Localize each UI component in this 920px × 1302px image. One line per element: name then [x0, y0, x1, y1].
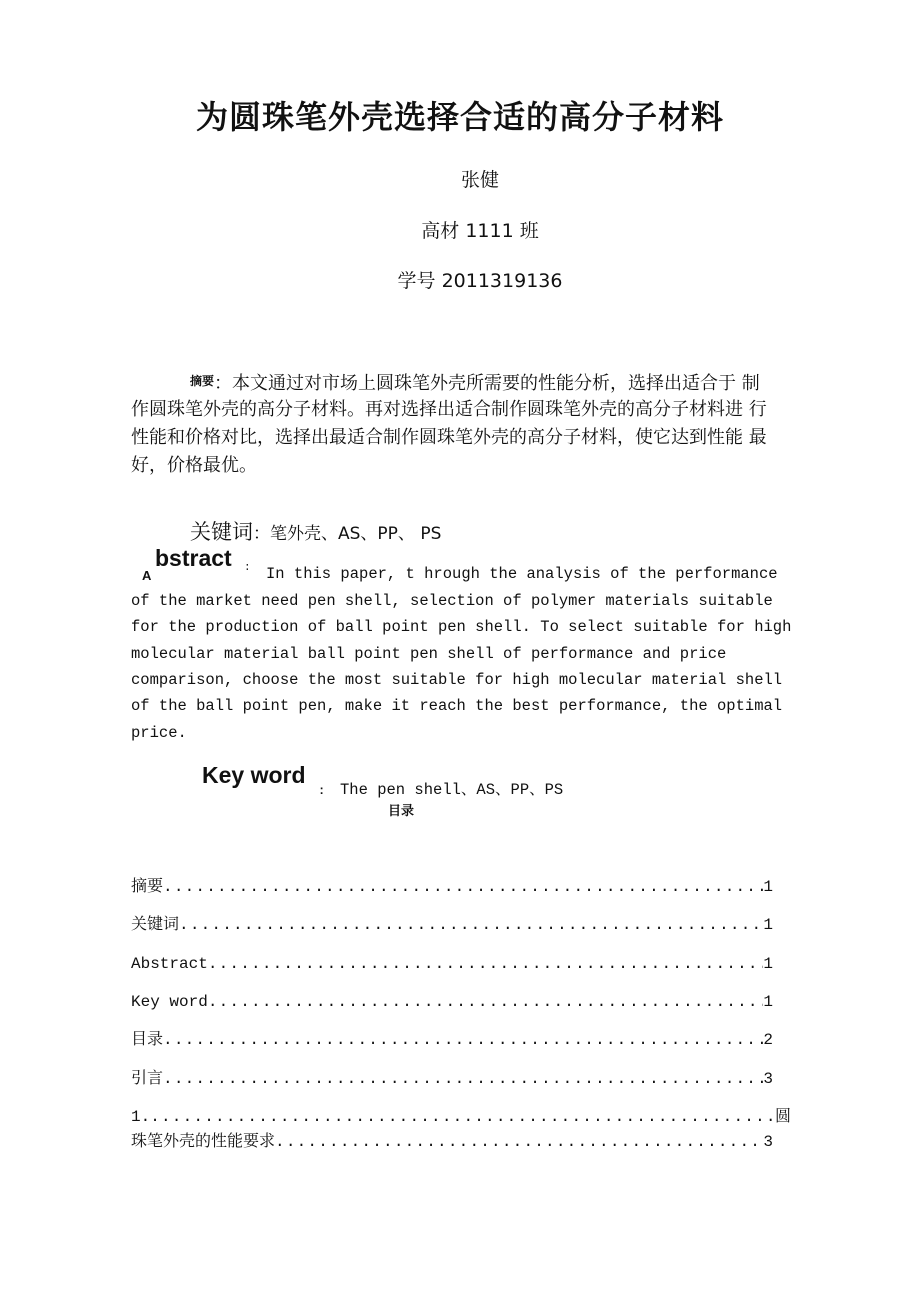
toc-leader [163, 876, 763, 898]
toc-entry[interactable] [131, 1106, 791, 1128]
abstract-en-label-rest: bstract [155, 545, 232, 571]
keywords-cn [190, 520, 441, 546]
abstract-cn-line: 性能和价格对比，选择出最适合制作圆珠笔外壳的高分子材料，使它达到性能 最 [131, 427, 767, 448]
toc-entry-page: 2 [763, 1031, 773, 1049]
toc-leader [275, 1131, 763, 1153]
keywords-en-colon: : [318, 784, 326, 798]
toc-leader [150, 1106, 775, 1128]
toc-entry-label: Key word [131, 993, 208, 1011]
toc-entry-page: 1 [763, 955, 773, 973]
toc-entry-label: Abstract [131, 955, 208, 973]
abstract-en-label-first: A [142, 568, 152, 583]
toc-entry[interactable] [131, 914, 773, 936]
document-title: 为圆珠笔外壳选择合适的高分子材料 [195, 98, 724, 136]
toc-entry[interactable] [131, 1131, 773, 1153]
toc-entry-page: 1 [763, 993, 773, 1011]
toc-entry[interactable] [131, 1068, 773, 1090]
toc-entry-label: 珠笔外壳的性能要求 [131, 1133, 276, 1151]
toc-entry[interactable] [131, 991, 773, 1013]
toc-entry-label: 摘要 [131, 878, 164, 896]
abstract-en-line: of the ball point pen, make it reach the best performance, the optimal [131, 697, 783, 715]
abstract-en-line: for the production of ball point pen shell. To select suitable for high [131, 618, 792, 636]
toc-entry-label: 目录 [131, 1031, 164, 1049]
abstract-en-line: molecular material ball point pen shell of performance and price [131, 645, 727, 663]
keywords-cn-label: 关键词 [190, 520, 253, 544]
toc-entry[interactable] [131, 953, 773, 975]
student-id: 学号 2011319136 [397, 270, 563, 292]
abstract-cn-label: 摘要 [190, 374, 215, 388]
toc-heading: 目录 [388, 803, 415, 818]
class-info: 高材 1111 班 [421, 220, 539, 242]
keywords-en-label: Key word [202, 762, 306, 788]
abstract-en-line: In this paper, t hrough the analysis of the performance [266, 565, 778, 583]
toc-leader [163, 1029, 763, 1051]
abstract-cn-line: 本文通过对市场上圆珠笔外壳所需要的性能分析，选择出适合于 制 [232, 373, 760, 394]
keywords-cn-text: ：笔外壳、AS、PP、 PS [253, 524, 442, 544]
toc-leader [208, 991, 764, 1013]
toc-entry-page: 3 [763, 1070, 773, 1088]
abstract-en-colon: : [244, 562, 251, 574]
keywords-en-text: The pen shell、AS、PP、PS [340, 781, 564, 799]
toc-entry[interactable] [131, 876, 773, 898]
toc-leader [163, 1068, 763, 1090]
abstract-en-line: comparison, choose the most suitable for high molecular material shell [131, 671, 783, 689]
toc-entry-label: 1. [131, 1108, 151, 1126]
abstract-en-line: price. [131, 724, 187, 742]
toc-entry-page: 圆 [774, 1108, 791, 1126]
toc-leader [208, 953, 764, 975]
toc-entry-label: 引言 [131, 1070, 164, 1088]
toc-entry-page: 3 [763, 1133, 773, 1151]
abstract-cn-colon: ： [214, 373, 233, 394]
toc-leader [179, 914, 763, 936]
abstract-cn-line: 作圆珠笔外壳的高分子材料。再对选择出适合制作圆珠笔外壳的高分子材料进 行 [131, 399, 767, 420]
toc-entry[interactable] [131, 1029, 773, 1051]
abstract-en-line: of the market need pen shell, selection of polymer materials suitable [131, 592, 773, 610]
toc-entry-page: 1 [763, 878, 773, 896]
toc-entry-page: 1 [763, 916, 773, 934]
toc-entry-label: 关键词 [131, 916, 180, 934]
author: 张健 [460, 169, 499, 191]
abstract-cn-line: 好，价格最优。 [131, 455, 257, 476]
